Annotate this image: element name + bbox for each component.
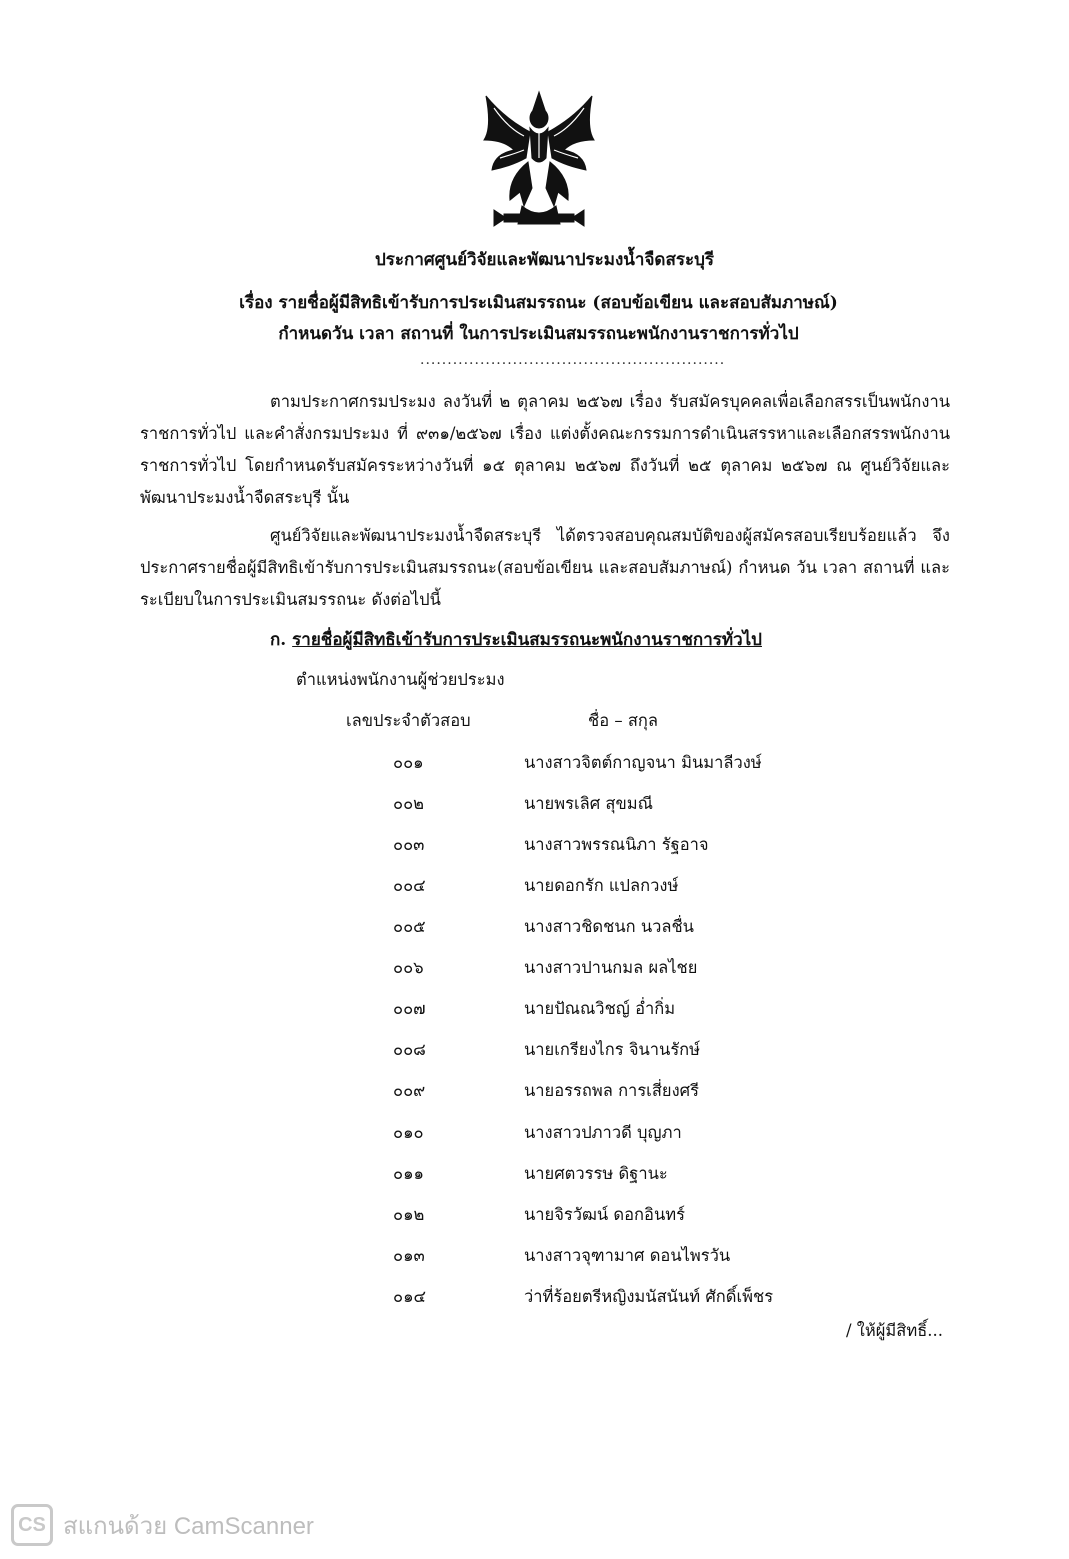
camscanner-watermark xyxy=(11,1504,314,1546)
table-row xyxy=(0,1284,1049,1314)
table-row xyxy=(0,955,1049,985)
table-row xyxy=(0,1120,1049,1150)
candidate-name: ว่าที่ร้อยตรีหญิงมนัสนันท์ ศักดิ์เพ็ชร xyxy=(524,1287,774,1306)
exam-id: ๐๐๗ xyxy=(393,999,426,1018)
table-row xyxy=(0,914,1049,944)
exam-id: ๐๑๒ xyxy=(393,1205,425,1224)
candidate-name: นางสาวชิดชนก นวลชื่น xyxy=(524,917,694,936)
exam-id: ๐๐๖ xyxy=(393,958,424,977)
announcement-subject-line1: เรื่อง รายชื่อผู้มีสิทธิเข้ารับการประเมินสมรรถนะ (สอบข้อเขียน และสอบสัมภาษณ์) xyxy=(239,293,838,313)
camscanner-logo-icon: CS xyxy=(11,1504,53,1546)
candidate-name: นายเกรียงไกร จินานรักษ์ xyxy=(524,1040,701,1059)
candidate-name: นางสาวพรรณนิภา รัฐอาจ xyxy=(524,835,709,854)
table-row xyxy=(0,1243,1049,1273)
announcement-organization: ประกาศศูนย์วิจัยและพัฒนาประมงน้ำจืดสระบุรี xyxy=(374,250,715,270)
table-row xyxy=(0,1202,1049,1232)
table-row xyxy=(0,1037,1049,1067)
exam-id: ๐๐๒ xyxy=(393,794,425,813)
candidate-name: นางสาวจุฑามาศ ดอนไพรวัน xyxy=(524,1246,731,1265)
paragraph-announcement: ศูนย์วิจัยและพัฒนาประมงน้ำจืดสระบุรี ได้ตรวจสอบคุณสมบัติของผู้สมัครสอบเรียบร้อยแล้ว จึงประกาศรายชื่อผู้มีสิทธิเข้ารับการประเมินสมรรถนะ(สอบข้อเขียน และสอบสัมภาษณ์) กำหนด วัน เวลา สถานที่ และระเบียบในการประเมินสมรรถนะ ดังต่อไปนี้ xyxy=(140,526,950,609)
table-row xyxy=(0,873,1049,903)
candidate-name: นายดอกรัก แปลกวงษ์ xyxy=(524,876,679,895)
table-row xyxy=(0,832,1049,862)
column-header-name: ชื่อ – สกุล xyxy=(588,711,659,730)
continuation-note: / ให้ผู้มีสิทธิ์... xyxy=(846,1321,944,1340)
candidate-name: นางสาวจิตต์กาญจนา มินมาลีวงษ์ xyxy=(524,753,762,772)
dotted-separator: ........................................................ xyxy=(420,352,726,368)
candidate-name: นายปัณณวิชญ์ อ่ำกิ่ม xyxy=(524,999,676,1018)
table-row xyxy=(0,996,1049,1026)
exam-id: ๐๑๐ xyxy=(393,1123,424,1142)
table-row xyxy=(0,1078,1049,1108)
paragraph-reference: ตามประกาศกรมประมง ลงวันที่ ๒ ตุลาคม ๒๕๖๗ เรื่อง รับสมัครบุคคลเพื่อเลือกสรรเป็นพนักงานราชการทั่วไป และคำสั่งกรมประมง ที่ ๙๓๑/๒๕๖๗ เรื่อง แต่งตั้งคณะกรรมการดำเนินสรรหาและเลือกสรรพนักงานราชการทั่วไป โดยกำหนดรับสมัครระหว่างวันที่ ๑๕ ตุลาคม ๒๕๖๗ ถึงวันที่ ๒๕ ตุลาคม ๒๕๖๗ ณ ศูนย์วิจัยและพัฒนาประมงน้ำจืดสระบุรี นั้น xyxy=(140,392,950,507)
candidate-name: นางสาวปานกมล ผลไชย xyxy=(524,958,698,977)
position-title: ตำแหน่งพนักงานผู้ช่วยประมง xyxy=(296,670,505,689)
section-a-prefix: ก. xyxy=(270,630,293,650)
candidate-name: นายพรเลิศ สุขมณี xyxy=(524,794,653,813)
exam-id: ๐๐๕ xyxy=(393,917,426,936)
announcement-subject-line2: กำหนดวัน เวลา สถานที่ ในการประเมินสมรรถนะพนักงานราชการทั่วไป xyxy=(278,324,799,344)
watermark-text: สแกนด้วย CamScanner xyxy=(63,1512,314,1540)
candidate-name: นายศตวรรษ ดิฐานะ xyxy=(524,1164,668,1183)
column-header-exam-id: เลขประจำตัวสอบ xyxy=(346,711,471,730)
exam-id: ๐๑๓ xyxy=(393,1246,425,1265)
section-a-title: รายชื่อผู้มีสิทธิเข้ารับการประเมินสมรรถนะพนักงานราชการทั่วไป xyxy=(292,630,762,650)
table-row xyxy=(0,750,1049,780)
candidate-name: นายอรรถพล การเสี่ยงศรี xyxy=(524,1081,699,1100)
exam-id: ๐๐๙ xyxy=(393,1081,426,1100)
exam-id: ๐๐๓ xyxy=(393,835,425,854)
candidate-name: นางสาวปภาวดี บุญภา xyxy=(524,1123,682,1142)
section-a-heading xyxy=(270,626,762,653)
garuda-emblem-icon xyxy=(464,88,614,230)
table-row xyxy=(0,791,1049,821)
exam-id: ๐๐๑ xyxy=(393,753,424,772)
candidate-name: นายจิรวัฒน์ ดอกอินทร์ xyxy=(524,1205,685,1224)
exam-id: ๐๐๘ xyxy=(393,1040,426,1059)
exam-id: ๐๑๑ xyxy=(393,1164,425,1183)
table-row xyxy=(0,1161,1049,1191)
exam-id: ๐๐๔ xyxy=(393,876,426,895)
exam-id: ๐๑๔ xyxy=(393,1287,427,1306)
